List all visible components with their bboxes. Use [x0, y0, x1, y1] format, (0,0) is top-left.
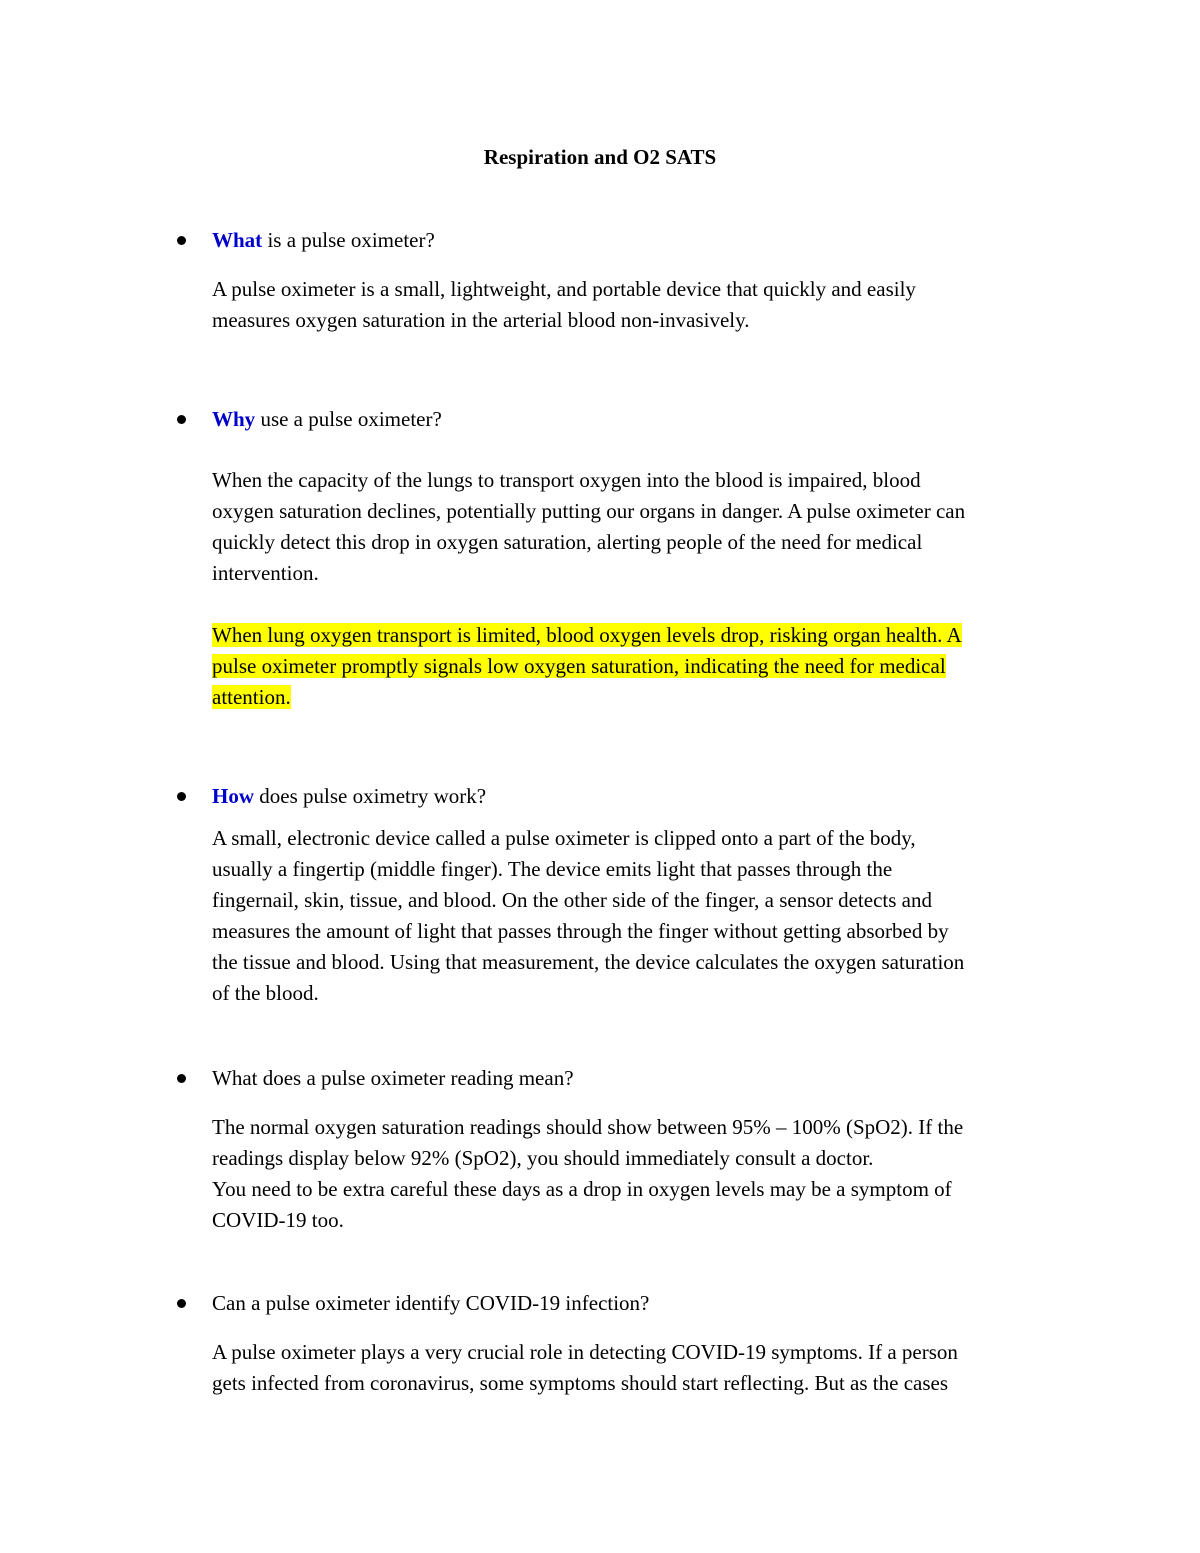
highlighted-line: pulse oximeter promptly signals low oxygen saturation, indicating the need for medical — [212, 654, 946, 678]
answer-paragraph — [212, 1337, 1072, 1399]
bullet-question-covid — [0, 1289, 1200, 1317]
paragraph-line: usually a fingertip (middle finger). The device emits light that passes through the — [212, 857, 893, 881]
highlighted-paragraph — [212, 620, 1072, 713]
paragraph-line: of the blood. — [212, 981, 319, 1005]
paragraph-line: the tissue and blood. Using that measurement, the device calculates the oxygen saturation — [212, 950, 965, 974]
answer-paragraph — [212, 1112, 1072, 1236]
question-text: Can a pulse oximeter identify COVID-19 infection? — [212, 1291, 650, 1315]
bullet-question-how — [0, 782, 1200, 810]
paragraph-line: gets infected from coronavirus, some symptoms should start reflecting. But as the cases — [212, 1371, 948, 1395]
question-keyword: Why — [212, 407, 256, 431]
document-title: Respiration and O2 SATS — [483, 145, 717, 169]
answer-paragraph — [212, 274, 1072, 336]
question-rest: does pulse oximetry work? — [254, 784, 487, 808]
bullet-question-why — [0, 405, 1200, 433]
question-text — [212, 226, 435, 254]
paragraph-line: The normal oxygen saturation readings should show between 95% – 100% (SpO2). If the — [212, 1115, 964, 1139]
question-keyword: How — [212, 784, 254, 808]
answer-paragraph — [212, 823, 1072, 1009]
question-text — [212, 405, 442, 433]
highlighted-line: When lung oxygen transport is limited, blood oxygen levels drop, risking organ health. A — [212, 623, 962, 647]
paragraph-line: When the capacity of the lungs to transport oxygen into the blood is impaired, blood — [212, 468, 921, 492]
paragraph-line: measures oxygen saturation in the arterial blood non-invasively. — [212, 308, 750, 332]
paragraph-line: measures the amount of light that passes through the finger without getting absorbed by — [212, 919, 949, 943]
paragraph-line: quickly detect this drop in oxygen saturation, alerting people of the need for medical — [212, 530, 923, 554]
question-text: What does a pulse oximeter reading mean? — [212, 1066, 574, 1090]
question-text — [212, 782, 486, 810]
question-rest: is a pulse oximeter? — [262, 228, 435, 252]
paragraph-line: A pulse oximeter is a small, lightweight, and portable device that quickly and easily — [212, 277, 916, 301]
paragraph-line: oxygen saturation declines, potentially putting our organs in danger. A pulse oximeter can — [212, 499, 966, 523]
highlighted-line: attention. — [212, 685, 291, 709]
paragraph-line: intervention. — [212, 561, 319, 585]
question-rest: use a pulse oximeter? — [255, 407, 442, 431]
question-keyword: What — [212, 228, 263, 252]
paragraph-line: A small, electronic device called a pulse oximeter is clipped onto a part of the body, — [212, 826, 916, 850]
bullet-icon — [177, 1299, 186, 1308]
paragraph-line: readings display below 92% (SpO2), you should immediately consult a doctor. — [212, 1146, 874, 1170]
bullet-question-what — [0, 226, 1200, 254]
bullet-icon — [177, 236, 186, 245]
paragraph-line: COVID-19 too. — [212, 1208, 344, 1232]
paragraph-line: A pulse oximeter plays a very crucial role in detecting COVID-19 symptoms. If a person — [212, 1340, 958, 1364]
paragraph-line: fingernail, skin, tissue, and blood. On the other side of the finger, a sensor detects and — [212, 888, 932, 912]
bullet-icon — [177, 1074, 186, 1083]
answer-paragraph — [212, 465, 1072, 589]
bullet-question-reading — [0, 1064, 1200, 1092]
paragraph-line: You need to be extra careful these days as a drop in oxygen levels may be a symptom of — [212, 1177, 952, 1201]
bullet-icon — [177, 415, 186, 424]
bullet-icon — [177, 792, 186, 801]
